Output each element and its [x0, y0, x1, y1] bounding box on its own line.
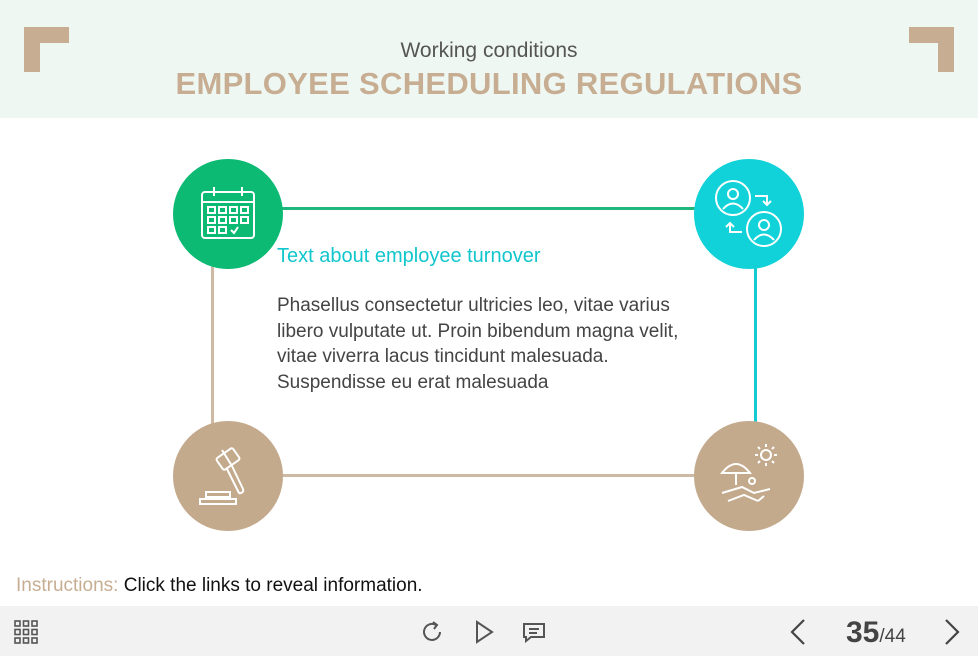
menu-button[interactable]	[12, 618, 40, 646]
speech-bubble-icon	[521, 619, 547, 645]
people-swap-node-button[interactable]	[694, 159, 804, 269]
next-slide-button[interactable]	[938, 616, 966, 648]
notes-button[interactable]	[520, 618, 548, 646]
player-toolbar	[0, 606, 978, 656]
chevron-left-icon	[788, 617, 808, 647]
play-icon	[471, 619, 497, 645]
slide-title: EMPLOYEE SCHEDULING REGULATIONS	[175, 66, 803, 101]
current-slide-number: 35	[846, 616, 880, 649]
people-swap-icon	[711, 176, 787, 252]
beach-vacation-node-button[interactable]	[694, 421, 804, 531]
slide-header	[0, 0, 978, 118]
instructions-text: Click the links to reveal information.	[118, 575, 423, 596]
replay-icon	[419, 619, 445, 645]
calendar-node-button[interactable]	[173, 159, 283, 269]
slide-subtitle: Working conditions	[400, 39, 578, 62]
instructions	[16, 575, 423, 597]
calendar-icon	[198, 184, 258, 244]
play-button[interactable]	[470, 618, 498, 646]
total-slides: /44	[879, 626, 906, 647]
content-body: Phasellus consectetur ultricies leo, vitae varius libero vulputate ut. Proin bibendum magna velit, vitae viverra lacus tincidunt malesuada. Suspendisse eu erat malesuada	[277, 295, 679, 393]
previous-slide-button[interactable]	[784, 616, 812, 648]
gavel-node-button[interactable]	[173, 421, 283, 531]
connector-bottom	[228, 474, 754, 477]
replay-button[interactable]	[418, 618, 446, 646]
gavel-icon	[196, 444, 260, 508]
connector-top	[228, 207, 748, 210]
content-heading: Text about employee turnover	[277, 245, 541, 267]
chevron-right-icon	[942, 617, 962, 647]
instructions-label: Instructions:	[16, 575, 119, 596]
grid-menu-icon	[13, 619, 39, 645]
slide-counter	[846, 616, 906, 650]
beach-vacation-icon	[714, 441, 784, 511]
